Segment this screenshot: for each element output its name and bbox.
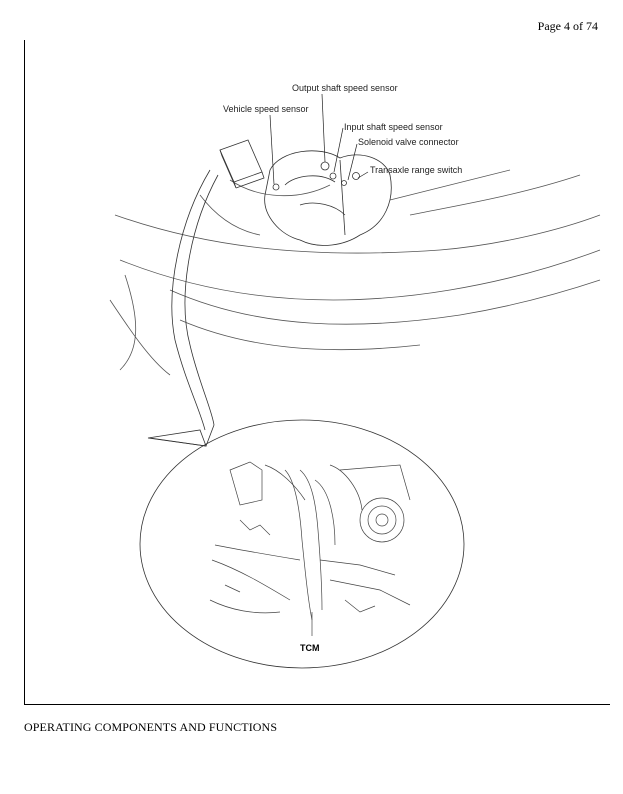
tcm-detail-sketch bbox=[210, 462, 410, 636]
callout-arrow bbox=[148, 170, 218, 446]
output-shaft-speed-sensor-label: Output shaft speed sensor bbox=[292, 83, 398, 93]
solenoid-valve-connector-label: Solenoid valve connector bbox=[358, 137, 459, 147]
vehicle-speed-sensor-label: Vehicle speed sensor bbox=[223, 104, 309, 114]
tcm-detail-ellipse bbox=[140, 420, 464, 668]
engine-bay-outline bbox=[110, 170, 600, 375]
section-heading: OPERATING COMPONENTS AND FUNCTIONS bbox=[24, 720, 278, 734]
input-shaft-speed-sensor-label: Input shaft speed sensor bbox=[344, 122, 443, 132]
page-number: Page 4 of 74 bbox=[537, 19, 598, 33]
vehicle-speed-sensor-box bbox=[220, 140, 264, 188]
tcm-label: TCM bbox=[300, 643, 320, 653]
transaxle-range-switch-label: Transaxle range switch bbox=[370, 165, 463, 175]
